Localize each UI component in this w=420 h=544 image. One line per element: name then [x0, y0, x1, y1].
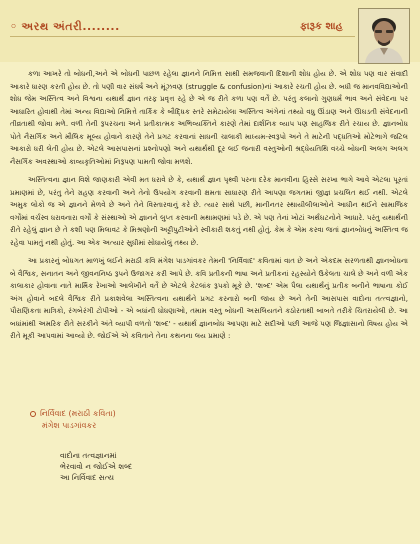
poem-block: [30, 408, 390, 483]
article-title: [10, 20, 120, 34]
paragraph-2: અસ્તિત્વના જ્ઞાન વિશે જાણકારી એવી મત ધરાવે છે કે, યથાર્થ જ્ઞાન પૃથ્વી પરના દરેક માનવીના હિસ્સે સરખા ભાગે આવે એટલા પૂરતાં પ્રમાણમાં છે, પરંતુ તેને ગ્રહણ કરવાની અને તેનો ઉપયોગ કરવાની ક્ષમતા સાધારણ રીતે આપણા જગતમાં જીજ્ઞ પ્રચલિત થઈ નથી. એટલે અમુક લોકો જ એ જ્ઞાનને મેળવે છે અને તેને વિસ્તારવાનું કરે છે. ત્યાર સાથે પછી, માનીનતર સ્થાયીલીલાઓને આધીન થઈને સામાજિક વર્ગોમાં વર્ચસ્વ ધરાવનારા વર્ગો કે સંસ્થાઓ એ જ્ઞાનને લુપ્ત કરવાની મથામણમાં પડે છે. એ પણ તેનાં ખોટાં અર્થઘટનોને આધારે. પરંતુ યથાર્થની રીતે રહેલું જ્ઞાન છે તે કશી પણ મિલાવટ કે મિશ્રણોની અટ્ટીપુટીઓને સ્વીકારી શકતું નથી હોતું. કેમ કે એમ કરવા જતાં જ્ઞાનબોધનું અસ્તિત્વ જ રહેવા પામતું નથી હોતું. આ એક અત્યાર સુધીમાં સોધાયેલું તથ્ય છે.: [10, 175, 408, 247]
author-photo: [358, 8, 410, 64]
poem-bullet-icon: [30, 411, 36, 417]
paragraph-1: કળા આખરે તો બોધની,અને એ બોધની પાછળ રહેલા જ્ઞાનને નિમિત્ત સાથી સમજવાની દિશાની શોધ હોય છે. એ શોધ પણ વાર સંવાદી આકારે ધારણ કરતી હોય છે. તો પણી વાર સંઘર્ષ અને મૂંઝવણ (struggle & confusion)નાં આકારે રચતી હોય છે. બધી જ માનવવિદ્યાઓની શોધ જેમ અસ્તિત્વ અને વિશ્વના યથાર્થ જ્ઞાન તરફ પ્રવૃત્ત રહે છે એ જ રીતે કળા પણ વર્તે છે. પરંતુ કલાનો ગુણધર્મ ભાવ અને સંવેદના પર આધારિત હોવાથી તેમાં અન્ય વિદ્યાઓ નિમિત્તે તાર્કિક કે બૌદ્ધિક સ્તરે સમેટાયેલા અસ્તિત્વ અંગેનાં તથ્યો વધુ ઊંડાણ અને ઊઘડતી સંવેદનાની તીવ્રતાથી જોવા મળે. વળી તેની રૂપરચના અને પ્રતીકાત્મક અભિવ્યક્તિને કારણે તેમાં દાર્શનિક વ્યાપ પણ સાહજિક રીતે રચાય છે. જ્ઞાનબોધ પોતે નૈસર્ગિક અને મૌલિક મૂલ્ય હોવાને કારણે તેને પ્રગટ કરવાનાં સાધની ચાલાકી માધ્યમ-સ્વરૂપો અને તે માટેની પદ્ધતિઓ મોટેભાગે જટિલ આકારો ધરી લેતી હોય છે. એટલે આસપાસનાં પ્રશ્નોપણો અને યથાર્થથી દૂર લઈ જનારી વસ્તુઓની શ્રદ્ધેયતિથિ વચ્ચે બોધની અલગ અલગ નૈસર્ગિક અવસ્થાઓ કાવ્યકૃતિઓમાં નિરૂપણ પામતી જોવા મળશે.: [10, 69, 408, 166]
poem-line: વાદોના તત્વજ્ઞાનમાં: [60, 451, 117, 460]
poem-line: આ નિર્વિવાદ સત્ય: [60, 473, 115, 482]
poem-lines: [60, 450, 390, 483]
article-title-text: અરથ અંતરી........: [21, 20, 120, 33]
poem-title: નિર્વિવાદ: [40, 409, 66, 418]
poem-heading: [30, 408, 390, 420]
poem-title-note: (મરાઠી કવિતા): [68, 409, 116, 418]
author-portrait-icon: [359, 9, 409, 63]
poet-name: મંગેશ પાડગાંવકર: [42, 421, 97, 430]
author-name: ફારૂક શાહ: [300, 21, 343, 32]
article-body: [10, 68, 408, 349]
poem-line: ભેરવાવો ન જોઈએ શબ્દ: [60, 462, 133, 471]
title-bullet-icon: ◦: [10, 20, 18, 33]
paragraph-3: આ પ્રકારનું બોધગત માળખું લઈને મરાઠી કવિ મંગેશ પાડગાંવકર તેમની 'નિર્વિવાદ' કવિતામાં વાત છે અને એકદમ સરળતાથી જ્ઞાનબોધના બે વૈશ્વિક, સનાતન અને જીવનનિષ્ઠ રૂપને ઉજાગર કરી આપે છે. કવિ પ્રતીકની ભાષા અને પ્રતીકનાં રહસ્યોને ઉકેલતા ચાલે છે અને વળી એક કાલાકાર હોવાના નાતે માર્મિક રેખાઓ આલેખીને વર્તે છે એટલે કેટલાંક રૂપકો મૂકે છે. 'શબ્દ' એમ પૈલા યથાર્થનું પ્રતીક બનીને ભાષાના કોઈ અંગ હોવાને બદલે વૈશ્વિક રીતે પ્રકાશવેલા અસ્તિત્વના યથાર્થને પ્રગટ કરનારો બની જાય છે અને તેની આસપાસ વાદોના તત્ત્વજ્ઞાનો, પૌરાણિકતા માત્રિકો, રંગબેરંગી ટોપીઓ - એ બધાંની ધોધણાઓ, તમામ વસ્તુ બોધની અસલિયતને કઠોરતાથી બાબતે તરીકે ચિતરાયેલી છે. આ બધાંમાંથી અમરિક રીતે સરકીને અંતે વ્યાપી વળતો 'શબ્દ' - યથાર્થ જ્ઞાનબોધ આપણા માટે સદીઓ પછી આજે પણ જિજ્ઞાસાનો વિષય હોય એ રીતે મૂકી આપવામાં આવ્યો છે. જોઈએ એ કવિતાને તેના કથનના લય પ્રમાણે :: [10, 256, 408, 340]
header-rule: [10, 36, 355, 37]
